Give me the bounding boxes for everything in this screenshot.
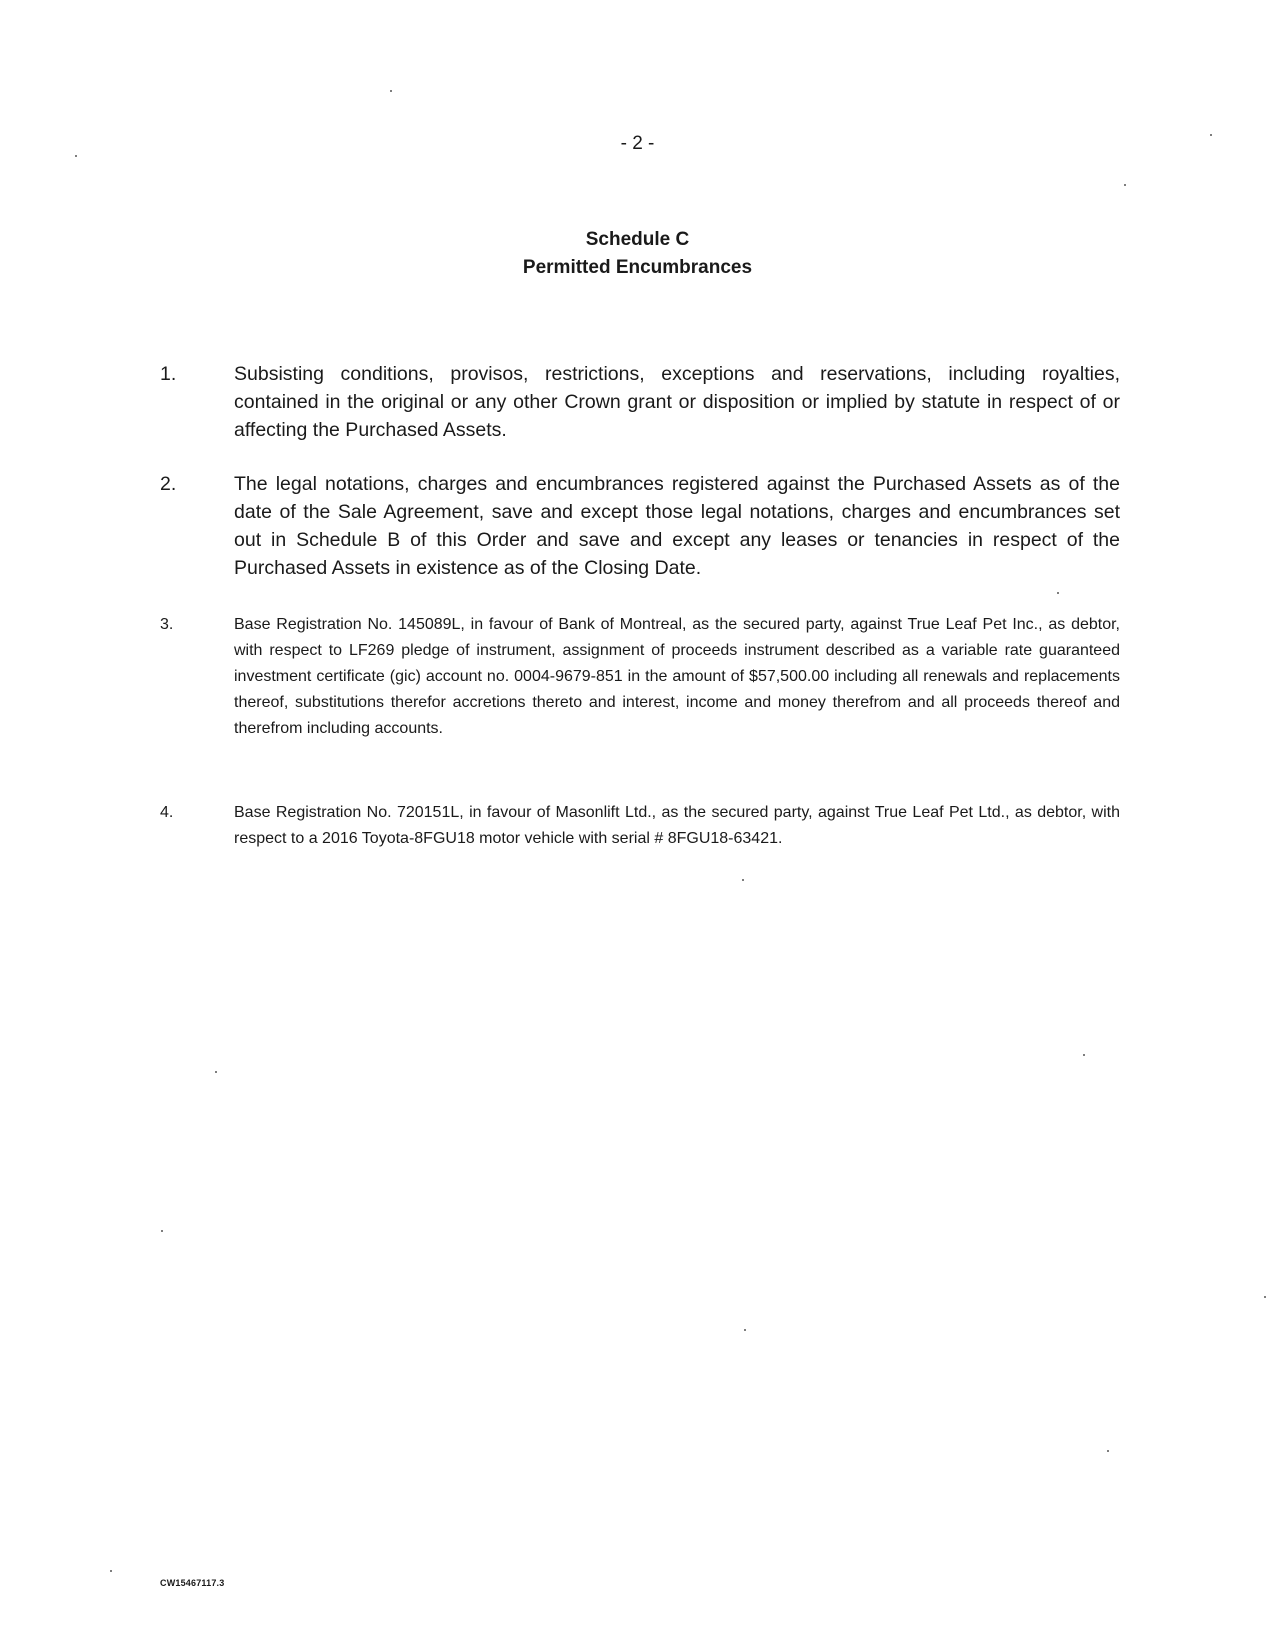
schedule-subtitle: Permitted Encumbrances: [522, 257, 753, 278]
scan-speck: [1083, 1054, 1085, 1056]
item-number: 3.: [160, 616, 174, 633]
schedule-title: Schedule C: [585, 229, 690, 250]
scan-speck: [744, 1329, 746, 1331]
item-number: 4.: [160, 804, 174, 821]
encumbrance-item-4: [160, 800, 1120, 852]
item-number: 1.: [160, 363, 177, 385]
item-text: Base Registration No. 145089L, in favour of Bank of Montreal, as the secured party, against True Leaf Pet Inc., as debtor, with respect to LF269 pledge of instrument, assignment of proceeds instrument described as a variable rate guaranteed investment certificate (gic) account no. 0004-9679-851 in the amount of $57,500.00 including all renewals and replacements thereof, substitutions therefor accretions thereto and interest, income and money therefrom and all proceeds thereof and therefrom including accounts.: [234, 616, 1120, 737]
scan-speck: [742, 879, 744, 881]
document-reference: CW15467117.3: [160, 1578, 225, 1588]
schedule-heading: [0, 226, 1275, 282]
encumbrance-item-3: [160, 612, 1120, 742]
scan-speck: [215, 1071, 217, 1073]
scan-speck: [75, 155, 77, 157]
scan-speck: [390, 90, 392, 92]
item-text: The legal notations, charges and encumbrances registered against the Purchased Assets as of the date of the Sale Agreement, save and except those legal notations, charges and encumbrances set out in Schedule B of this Order and save and except any leases or tenancies in respect of the Purchased Assets in existence as of the Closing Date.: [234, 473, 1120, 579]
scan-speck: [1057, 592, 1059, 594]
item-text: Base Registration No. 720151L, in favour of Masonlift Ltd., as the secured party, against True Leaf Pet Ltd., as debtor, with respect to a 2016 Toyota-8FGU18 motor vehicle with serial # 8FGU18-63421.: [234, 804, 1120, 847]
scan-speck: [1210, 134, 1212, 136]
item-text: Subsisting conditions, provisos, restrictions, exceptions and reservations, including royalties, contained in the original or any other Crown grant or disposition or implied by statute in respect of or affecting the Purchased Assets.: [234, 363, 1120, 441]
item-number: 2.: [160, 473, 177, 495]
scan-speck: [1107, 1450, 1109, 1452]
page-number: - 2 -: [620, 133, 655, 154]
encumbrance-item-1: [160, 360, 1120, 444]
scan-speck: [161, 1230, 163, 1232]
scan-speck: [1264, 1296, 1266, 1298]
encumbrance-item-2: [160, 470, 1120, 582]
scan-speck: [110, 1570, 112, 1572]
scan-speck: [1124, 184, 1126, 186]
